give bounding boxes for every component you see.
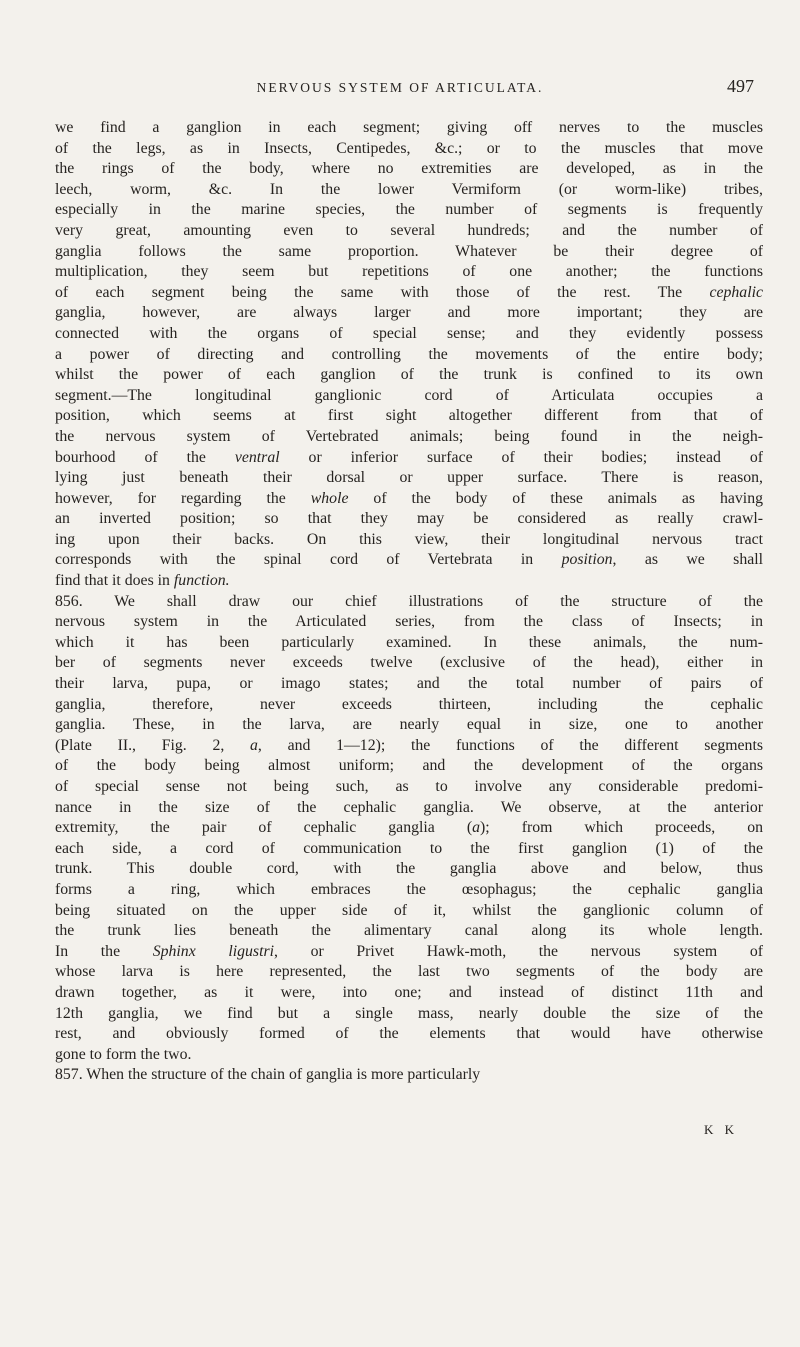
- text-line: 856. We shall draw our chief illustrations of the structure of the: [55, 592, 763, 610]
- text-line: an inverted position; so that they may be considered as really crawl-: [55, 510, 763, 528]
- text-line: extremity, the pair of cephalic ganglia (a); from which proceeds, on: [55, 819, 763, 837]
- text-line: forms a ring, which embraces the œsophagus; the cephalic ganglia: [55, 880, 763, 898]
- text-line: ber of segments never exceeds twelve (exclusive of the head), either in: [55, 654, 763, 672]
- text-line: we find a ganglion in each segment; giving off nerves to the muscles: [55, 119, 763, 136]
- text-line: leech, worm, &c. In the lower Vermiform (or worm-like) tribes,: [55, 180, 763, 198]
- text-line: being situated on the upper side of it, whilst the ganglionic column of: [55, 901, 763, 919]
- text-line: nervous system in the Articulated series, from the class of Insects; in: [55, 613, 763, 631]
- text-line: of special sense not being such, as to involve any considerable predomi-: [55, 778, 763, 795]
- text-line: whose larva is here represented, the last two segments of the body are: [55, 963, 763, 981]
- page-number: 497: [727, 76, 754, 96]
- text-line: each side, a cord of communication to the first ganglion (1) of the: [55, 839, 763, 857]
- running-head: NERVOUS SYSTEM OF ARTICULATA.: [256, 80, 544, 95]
- page-header: [0, 76, 800, 104]
- text-line: nance in the size of the cephalic ganglia. We observe, at the anterior: [55, 798, 763, 816]
- text-line: (Plate II., Fig. 2, a, and 1—12); the functions of the different segments: [55, 736, 763, 754]
- text-line: corresponds with the spinal cord of Vertebrata in position, as we shall: [55, 551, 764, 569]
- text-line: of the body being almost uniform; and the development of the organs: [55, 757, 763, 775]
- text-line: the rings of the body, where no extremities are developed, as in the: [55, 160, 763, 178]
- text-line: In the Sphinx ligustri, or Privet Hawk-moth, the nervous system of: [55, 942, 764, 960]
- text-line: find that it does in function.: [55, 572, 230, 590]
- text-line: rest, and obviously formed of the elements that would have otherwise: [55, 1025, 763, 1043]
- text-line: position, which seems at first sight altogether different from that of: [55, 407, 763, 425]
- text-line: 12th ganglia, we find but a single mass, nearly double the size of the: [55, 1004, 763, 1022]
- text-line: their larva, pupa, or imago states; and the total number of pairs of: [55, 675, 763, 693]
- text-line: gone to form the two.: [55, 1045, 192, 1063]
- text-line: the trunk lies beneath the alimentary canal along its whole length.: [55, 922, 763, 940]
- body-text: [55, 118, 763, 1086]
- text-line: of the legs, as in Insects, Centipedes, &c.; or to the muscles that move: [55, 139, 763, 157]
- text-line: the nervous system of Vertebrated animals; being found in the neigh-: [55, 427, 763, 445]
- text-line: a power of directing and controlling the movements of the entire body;: [55, 345, 763, 363]
- text-line: however, for regarding the whole of the body of these animals as having: [55, 489, 763, 507]
- text-line: which it has been particularly examined. In these animals, the num-: [55, 633, 763, 651]
- text-line: whilst the power of each ganglion of the trunk is confined to its own: [55, 366, 763, 384]
- signature-mark: K K: [703, 1122, 738, 1137]
- text-line: of each segment being the same with those of the rest. The cephalic: [55, 283, 763, 301]
- text-line: multiplication, they seem but repetitions of one another; the functions: [55, 263, 763, 281]
- text-line: ganglia. These, in the larva, are nearly equal in size, one to another: [55, 716, 763, 734]
- text-line: trunk. This double cord, with the ganglia above and below, thus: [55, 860, 763, 878]
- text-line: segment.—The longitudinal ganglionic cord of Articulata occupies a: [55, 386, 763, 404]
- text-line: lying just beneath their dorsal or upper surface. There is reason,: [55, 469, 763, 487]
- text-line: ganglia follows the same proportion. Whatever be their degree of: [55, 242, 763, 260]
- text-line: 857. When the structure of the chain of ganglia is more particularly: [55, 1066, 481, 1084]
- text-line: connected with the organs of special sense; and they evidently possess: [55, 324, 763, 342]
- text-line: ganglia, therefore, never exceeds thirteen, including the cephalic: [55, 695, 763, 713]
- text-line: very great, amounting even to several hundreds; and the number of: [55, 221, 763, 239]
- text-line: drawn together, as it were, into one; and instead of distinct 11th and: [55, 983, 763, 1001]
- text-line: ganglia, however, are always larger and more important; they are: [55, 304, 763, 322]
- text-line: bourhood of the ventral or inferior surface of their bodies; instead of: [55, 448, 763, 466]
- text-line: especially in the marine species, the number of segments is frequently: [55, 201, 763, 219]
- text-line: ing upon their backs. On this view, their longitudinal nervous tract: [55, 530, 763, 548]
